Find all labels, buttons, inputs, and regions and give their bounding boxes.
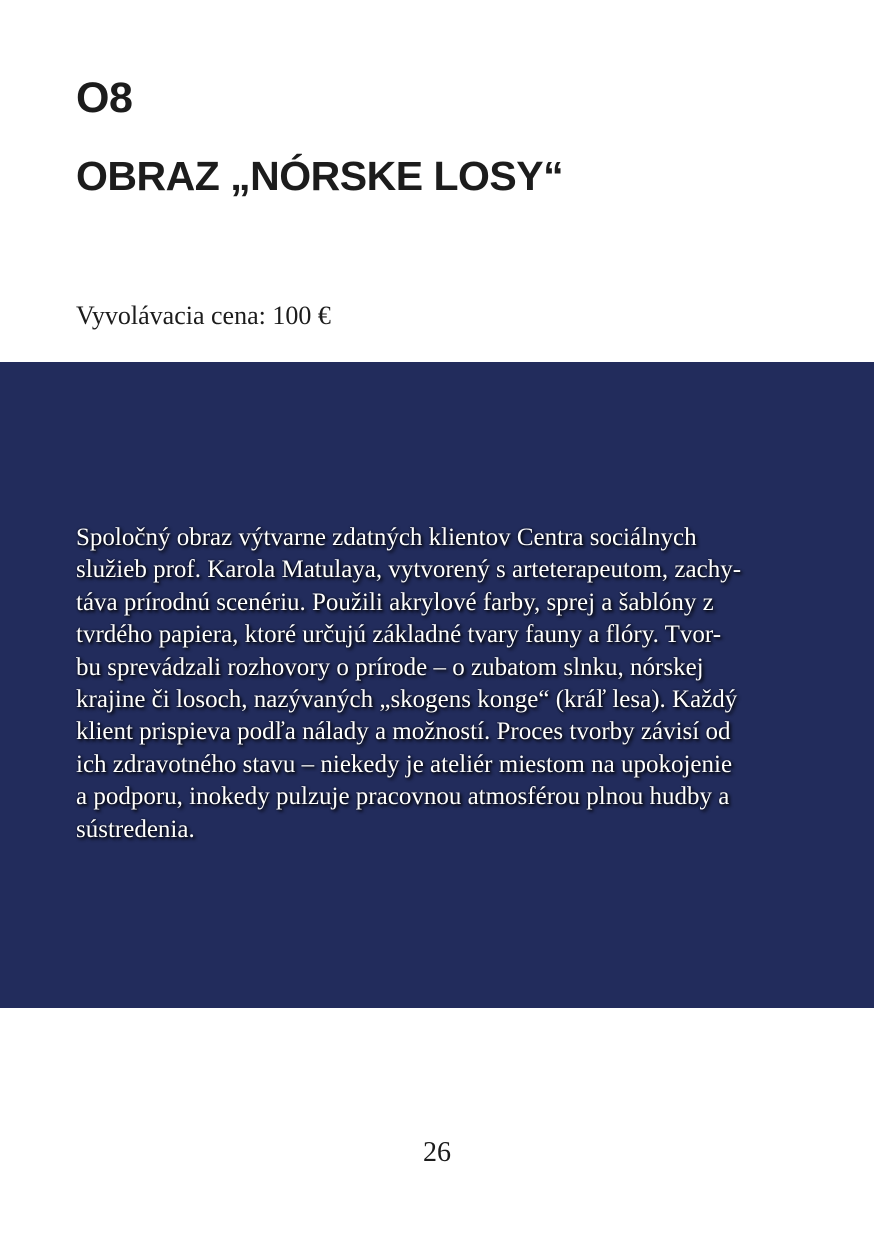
description-line: sústredenia. [76, 815, 195, 843]
page-number: 26 [423, 1137, 451, 1168]
description-line: tvrdého papiera, ktoré určujú základné tvary fauny a flóry. Tvor- [76, 621, 722, 649]
description-line: Spoločný obraz výtvarne zdatných klientov Centra sociálnych [76, 524, 697, 551]
item-code: O8 [76, 74, 133, 122]
description-line: a podporu, inokedy pulzuje pracovnou atmosférou plnou hudby a [76, 783, 730, 811]
item-description [76, 522, 798, 846]
description-line: bu sprevádzali rozhovory o prírode – o zubatom slnku, nórskej [76, 653, 704, 681]
description-line: táva prírodnú scenériu. Použili akrylové farby, sprej a šablóny z [76, 588, 714, 616]
description-line: krajine či losoch, nazývaných „skogens konge“ (kráľ lesa). Každý [76, 686, 738, 714]
item-title: OBRAZ „NÓRSKE LOSY“ [76, 153, 564, 199]
starting-price: Vyvolávacia cena: 100 € [76, 301, 331, 330]
description-line: ich zdravotného stavu – niekedy je ateliér miestom na upokojenie [76, 750, 733, 778]
description-line: klient prispieva podľa nálady a možností. Proces tvorby závisí od [76, 718, 731, 746]
description-line: služieb prof. Karola Matulaya, vytvorený s arteterapeutom, zachy- [76, 556, 742, 584]
